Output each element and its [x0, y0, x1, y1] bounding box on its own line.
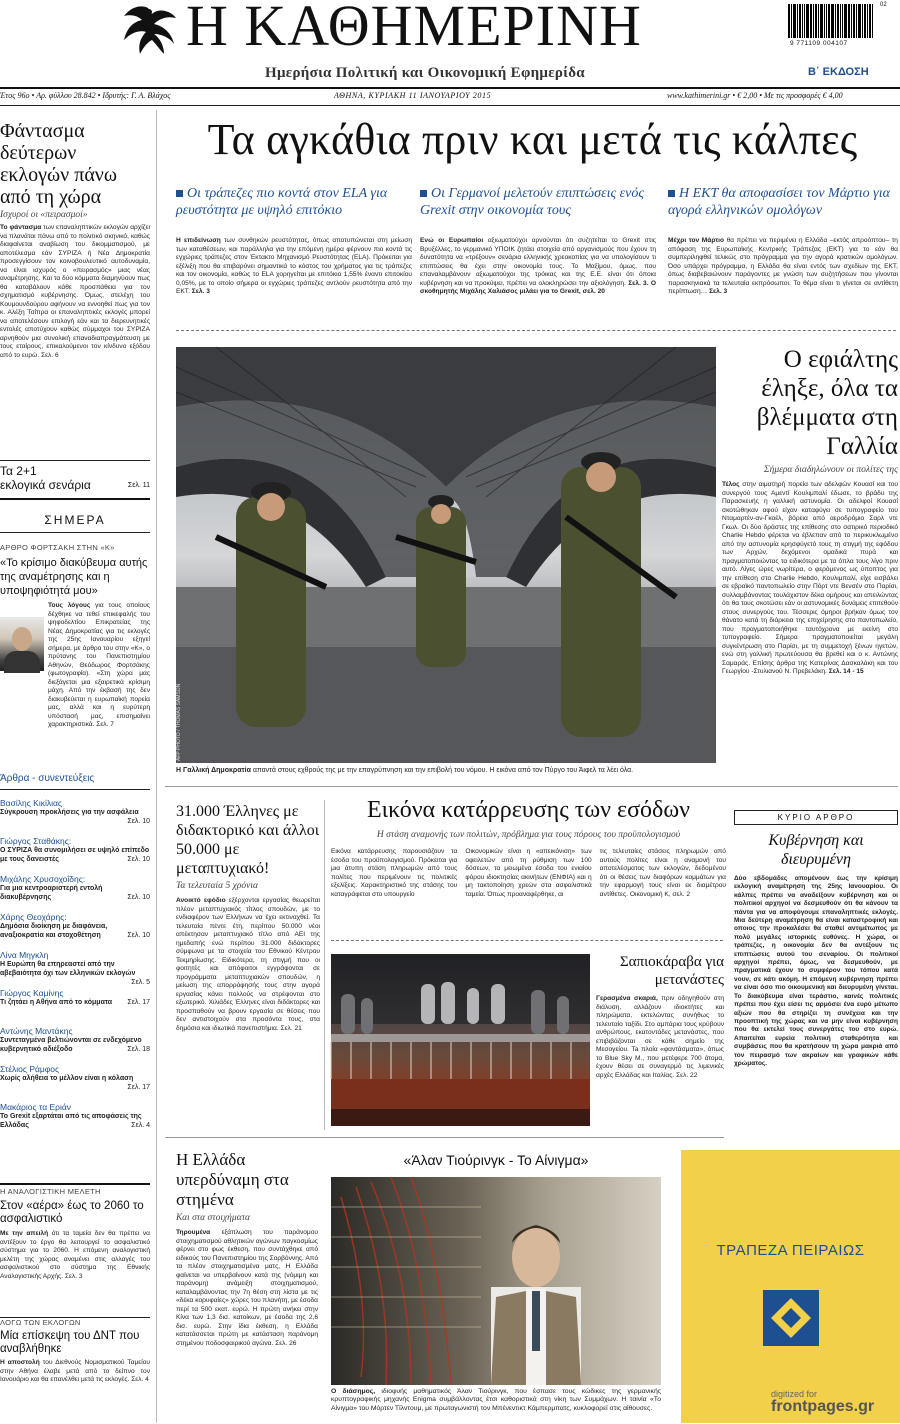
imf-title: Μία επίσκεψη του ΔΝΤ που αναβλήθηκε [0, 1330, 140, 1355]
imf-lead: Η αποστολή [0, 1359, 40, 1366]
bank-logo-icon [763, 1290, 819, 1346]
turing-caption-bold: Ο διάσημος, [331, 1388, 376, 1395]
deck-headline [420, 185, 656, 223]
barcode-issue: 02 [880, 2, 887, 8]
bullet-square-icon [176, 190, 183, 197]
fixing-sub: Και στα στοιχήματα [176, 1213, 251, 1223]
opinion-author: Στέλιος Ράμφος [0, 1064, 60, 1074]
deck-page: Σελ. 3 [191, 288, 210, 295]
scenarios-title: Τα 2+1 [0, 464, 37, 478]
opinion-item[interactable] [0, 1026, 150, 1058]
piraeus-bank-ad[interactable] [681, 1150, 900, 1423]
deck-headline-text: Οι τράπεζες πιο κοντά στον ELA για ρευστότητα με υψηλό επιτόκιο [176, 186, 388, 218]
opinion-title [0, 1112, 150, 1130]
article-title: «Το κρίσιμο διακύβευμα αυτής της αναμέτρησης και η υποψηφιότητά μου» [0, 557, 148, 597]
left-page: Σελ. 6 [41, 351, 59, 359]
france-story[interactable] [722, 345, 898, 766]
deck-text: αξιωματούχοι αρνούνται ότι συζητείται το Grexit στις Βρυξέλλες, το γερμανικό ΥΠΟΙΚ ζητάει στοιχεία από οργανισμούς που έχουν τη δυνατότητα να «τρέξουν» σενάρια ελληνικής χρεοκοπίας για να υπολογίσουν τι επιπτώσεις θα έχει στην οικονομία τους. Το Μαξίμου, όμως, που επαναλαμβάνουν αξιωματούχοι της τρόικας και της Ε.Ε. είναι ότι όποια κυβέρνηση και να προκύψει, πρέπει να ολοκληρώσει την αξιολόγηση. [420, 237, 656, 287]
left-lead: Το φάντασμα [0, 224, 42, 231]
today-label: ΣΗΜΕΡΑ [44, 513, 106, 527]
collapse-col2: Οικονομικών είναι η «απεικόνιση» των οφειλετών από τη ρύθμιση των 100 δόσεων, τα μειωμένα έσοδα του ενιαίου φόρου ιδιοκτησίας ακινήτων (ΕΝΦΙΑ) και η μη τακτοποίηση χρεών στα ασφαλιστικά ταμεία. Όπως προαναφέρθηκε, αι [465, 848, 592, 898]
opinion-title [0, 884, 150, 902]
opinion-item[interactable] [0, 1102, 150, 1134]
opinion-title-text: Σύγκρουση προκλήσεις για την ασφάλεια [0, 809, 139, 816]
masthead [0, 0, 900, 93]
article-text: για τους οποίους δέχθηκε να τεθεί επικεφαλής του ψηφοδελτίου Επικρατείας της Νέας Δημοκρατίας για τις εκλογές της 25ης Ιανουαρίου εξηγεί σήμερα, με άρθρο του στην «Κ», ο πρύτανης του Πανεπιστημίου Αθηνών, Θεόδωρος Φορτσάκης (φωτογραφία). «Στη χώρα μας διεξάγεται μια εξαιρετικά κρίσιμη μάχη. Από την έκβασή της δεν διακυβεύεται η ευρωπαϊκή πορεία μας, αλλά και η ευρύτερη υπόστασή μας, επισημαίνει χαρακτηριστικά. [48, 602, 150, 728]
collapse-col3 [600, 848, 726, 916]
deck-body [668, 237, 898, 319]
left-headline: Φάντασμα δεύτερων εκλογών πάνω από τη χώρα [0, 120, 118, 208]
study-label: Η ΑΝΑΛΟΓΙΣΤΙΚΗ ΜΕΛΕΤΗ [0, 1187, 101, 1196]
study-body [0, 1230, 150, 1290]
phd-sub: Τα τελευταία 5 χρόνια [176, 881, 258, 891]
study-page: Σελ. 3 [64, 1272, 83, 1280]
fixing-page: Σελ. 26 [275, 1339, 297, 1347]
deck-text: θα πρέπει να περιμένει η Ελλάδα –εκτός απροόπτου– τη απόφαση της Ευρωπαϊκής Κεντρικής Τράπεζας (ΕΚΤ) για το εάν θα συμπεριληφθεί τελικώς στο πρόγραμμα για την αγορά κρατικών ομολόγων. Όσο υπάρχει πρόγραμμα, η Ελλάδα θα είναι εντός των σχεδίων της ΕΚΤ, όπως διαβεβαιώνουν παράγοντες με γνώση των συζητήσεων που γίνονται παρασκηνιακά τα τελευταία εκπρόσωποι. Το θέμα είναι τι γίνεται σε αντίθετη περίπτωση… [668, 237, 898, 295]
opinion-author: Αντώνης Μαντάκης [0, 1026, 73, 1036]
editorial-body: Δύο εβδομάδες απομένουν έως την κρίσιμη εκλογική αναμέτρηση της 25ης Ιανουαρίου. Οι κάλπες πρέπει να αναδείξουν κυβέρνηση και οι πολιτικοί αρχηγοί να δεσμευθούν ότι θα κάνουν τα πάντα για να αποφύγουμε επαναληπτικές εκλογές. Μια δεύτερη αναμέτρηση θα είναι καταστροφική και οποιος την προκαλέσει θα σταθεί αντιμέτωπος με πολύ μεγάλες ιστορικές ευθύνες. Η χώρα, οι τράπεζες, η οικονομία δεν θα αντέξουν τις επιπτώσεις αυτού του σεναρίου. Οι πολιτικοί αρχηγοί πρέπει, όμως, να δεσμευθούν, με πραγματικά έχουν το συμφέρον του τόπου κατά νουν, σε κάτι ακόμη. Η επόμενη κυβέρνηση πρέπει να είναι όσο πιο οικουμενική και διευρυμένη γίνεται. Το διακύβευμα είναι τεράστιο, καινές πολιτικές πρέπει που έχει είσει τις αρμόσει ένα ευρύ μέτωπο αξιών που θα στηρίζει τη συνέχεια και την προοπτική της χώρας και να μην είναι κυβέρνηση που θα εκτελεί τους συνεργάτες του στο ευρώ. Απαιτείται ευρεία πολιτική σταθερότητα και συμβάσεις που θα κρατήσουν τη χώρα μακριά από τον πειρασμό των ακραίων και γραφικών κάθε χρώματος. [734, 875, 898, 1067]
opinion-author: Μιχάλης Χρυσοχοΐδης: [0, 874, 86, 884]
opinion-title-text: Χωρίς αλήθεια το μέλλον είναι η κόλαση [0, 1075, 134, 1082]
opinion-title [0, 922, 150, 940]
deck-headline [668, 185, 898, 223]
study-text: ότι τα ταμεία δεν θα πρέπει να αντέξουν το έργο θα λειτουργεί το ασφαλιστικό σύστημα για το 2060. Η επόμενη αναλογιστική μελέτη της χώρας αναμένει στις αλλαγές του ασφαλιστικού στο σύστημα της Εθνικής Αναλογιστικής Αρχής. [0, 1230, 150, 1280]
eiffel-tower-photo [176, 347, 716, 763]
france-sub: Σήμερα διαδηλώνουν οι πολίτες της [764, 465, 898, 475]
collapse-page: Οικονομική Κ, σελ. 2 [629, 890, 691, 898]
collapse-col3-text: τις τελευταίες στάσεις πληρωμών από αυτούς πολίτες είναι η αναμονή του αποτελέσματος των εκλογών, δεδομένου ότι οι θέσεις των διαφόρων κομμάτων για την εφαρμογή τους είναι εκ διαμέτρου αντίθετες. [599, 848, 726, 898]
opinion-item[interactable] [0, 874, 150, 906]
issue-info: Έτος 96ο • Αρ. φύλλου 28.842 • Ιδρυτής: Γ. Α. Βλάχος [0, 91, 171, 100]
france-lead: Τέλος [722, 481, 740, 488]
opinion-item[interactable] [0, 1064, 150, 1096]
opinion-page: Σελ. 10 [127, 932, 150, 939]
left-sub: Ισχυροί οι «πειρασμοί» [0, 210, 88, 220]
deck-page: Σελ. 3. Ο σκοθημητής Μιχάλης Χαλιάσος μιλάει για το Grexit, σελ. 20 [420, 279, 656, 295]
phd-body [176, 897, 320, 1105]
fortsakis-article[interactable] [0, 543, 150, 734]
fixing-body [176, 1229, 318, 1424]
migrant-boat-photo [331, 954, 590, 1126]
collapse-sub: Η στάση αναμονής των πολιτών, πρόβλημα για τους πόρους του προϋπολογισμού [376, 830, 681, 840]
editorial[interactable] [734, 810, 898, 1137]
editorial-label: ΚΥΡΙΟ ΑΡΘΡΟ [734, 810, 898, 825]
imf-body [0, 1359, 150, 1419]
opinions-section [0, 773, 150, 1134]
phoenix-logo [118, 2, 178, 58]
collapse-story[interactable] [331, 796, 726, 916]
masthead-title: Η ΚΑΘΗΜΕΡΙΝΗ [186, 0, 642, 58]
eiffel-caption [176, 767, 716, 776]
imf-text: του Διεθνούς Νομισματικού Ταμείου στην Αθήνα έλαβε μετά από το δείπνο τον Ιανουάριο και θα επανέλθει μετά τις εκλογές. [0, 1359, 150, 1383]
opinion-page: Σελ. 18 [127, 1046, 150, 1053]
deck-headline-text: Η ΕΚΤ θα αποφασίσει τον Μάρτιο για αγορά ελληνικών ομολόγων [668, 186, 890, 218]
phd-lead: Ανοικτό εφόδιο [176, 897, 226, 904]
turing-photo [331, 1177, 661, 1385]
opinion-author: Γιώργος Σταθάκης: [0, 836, 72, 846]
opinions-label: Άρθρα - συνεντεύξεις [0, 773, 95, 784]
fixing-lead: Τηρουμένα [176, 1229, 211, 1236]
bullet-square-icon [420, 190, 427, 197]
boat-headline: Σαπιοκάραβα για μετανάστες [619, 954, 724, 988]
phd-headline: 31.000 Έλληνες με διδακτορικό και άλλοι 50.000 με μεταπτυχιακό! [176, 803, 320, 877]
phd-story[interactable] [176, 802, 320, 1105]
left-text: των επαναληπτικών εκλογών αρχίζει να πλανάται πάνω από το πολιτικό σκηνικό, καθώς διαφαίνεται αναβίωση του δικομματισμού, με αποτέλεσμα εάν ΣΥΡΙΖΑ ή Νέα Δημοκρατία προσεγγίσουν τον κοινοβουλευτικό αυτοδυναμία, να είναι ισχυρός ο «πειρασμός» μιας νέας αναμέτρησης. Και τα δύο κόμματα διαμηνύουν πως θα καταβάλουν κάθε προσπάθεια για τον σχηματισμό κυβέρνησης. Όμως, στελέχη του Κουμουνδούρου αφήνουν να εννοηθεί πως για τον κ. Αλέξη Τσίπρα οι επαναληπτικές εκλογές μπορεί να αποτελέσουν επιλογή εάν και τα διερευνητικές εντολές αποτύχουν καθώς σύμμαχοι του ΣΥΡΙΖΑ αρνηθούν μια συνολική επαναδιαπραγμάτευση με τους εταίρους, επικαλούμενοι τον κίνδυνο εξόδου από το ευρώ. [0, 224, 150, 359]
deck-page: Σελ. 3 [709, 288, 728, 295]
france-body [722, 481, 898, 766]
deck-story[interactable] [420, 185, 656, 319]
imf-article[interactable] [0, 1318, 150, 1419]
study-lead: Με την απειλή [0, 1230, 49, 1237]
edition-label: Β΄ ΕΚΔΟΣΗ [808, 66, 869, 78]
opinion-title-text: Ο ΣΥΡΙΖΑ θα συνομιλήσει σε υψηλό επίπεδο με τους δανειστές [0, 847, 150, 863]
opinion-author: Λίνα Μηγκλη [0, 950, 49, 960]
scenarios-teaser[interactable] [0, 464, 150, 492]
opinion-title-text: Τι ζητάει η Αθήνα από το κόμματα [0, 999, 113, 1006]
price-info: www.kathimerini.gr • € 2,00 • Με τις προσφορές € 4,00 [667, 91, 843, 100]
opinion-page: Σελ. 5 [131, 979, 150, 986]
deck-lead: Μέχρι τον Μάρτιο [668, 237, 725, 244]
deck-story[interactable] [176, 185, 412, 319]
opinion-item[interactable] [0, 798, 150, 830]
opinion-page: Σελ. 4 [131, 1122, 150, 1129]
bank-name: ΤΡΑΠΕΖΑ ΠΕΙΡΑΙΩΣ [716, 1242, 865, 1259]
deck-body [420, 237, 656, 319]
imf-label: ΛΟΓΩ ΤΩΝ ΕΚΛΟΓΩΝ [0, 1318, 81, 1327]
france-text: στην αιματηρή πορεία των αδελφών Κουασί και του συνεργού τους Αμεντί Κουλιμπαλί έδωσε, το βράδυ της Παρασκευής η γαλλική αστυνομία. Οι αδελφοί Κουασί σκοτώθηκαν αφού είχαν καταφύγει σε τυπογραφείο του Νταμαρτέν-αν-Γκοέλ, βόρεια από αεροδρόμιο Σαρλ ντε Γκωλ. Οι δύο δράστες της επίθεσης στο σατιρικό περιοδικό Charlie Hebdo φέρεται να έβλεπαν από το περικυκλωμένο από την αστυνομία κρησφύγετό τους τη στιγμή της εφόδου των Αρχών, δεχόμενοι ομαδικά πυρά και πραγματοποιώντας τα ειδικότερα με τα όπλα τους λίγο πριν αυτό. Λίγες ώρες νωρίτερα, ο φερόμενος ως ύποπτος για την επίθεση στο Charlie Hebdo, Κουλιμπαλί, είχε εισβάλει σε εβραϊκό παντοπωλείο στην Πόρτ ντε Βενσέν στο Παρίσι, συλλαμβάνοντας τουλάχιστον δέκα ομήρους και απειλώντας ότι θα τους σκοτώσει εάν οι αστυνομικές δυνάμεις επιτεθούν στους συνεργούς του. Τέσσερις όμηροι βρήκαν όμως τον θάνατο κατά τη διάρκεια της επιχείρησης στο παντοπωλείο, που πραγματοποιήθηκε ταυτόχρονα με εκείνη στο τυπογραφείο. Σήμερα πραγματοποιείται μεγάλη συγκέντρωση στο Παρίσι, με τη συμμετοχή ξένων ηγετών, ενώ στη γαλλική πρωτεύουσα θα βρεθεί και ο κ. Αντώνης Σαμαράς. Επίσης άρθρα της Κατερίνας Δασκαλάκη και του Γεωργίου -Στυλιανού Ν. Πρεβελάκη. [722, 481, 898, 675]
turing-caption [331, 1388, 661, 1422]
watermark-line1: digitized for [771, 1389, 818, 1399]
article-lead: Τους λόγους [48, 602, 91, 609]
boat-lead: Γερασμένα σκαριά, [596, 995, 658, 1002]
eiffel-caption-text: απαντά στους εχθρούς της με την επαγρύπνηση και την επιβολή του νόμου. Η εικόνα από τον Πύργο του Άιφελ τα λέει όλα. [252, 767, 634, 774]
phd-text: εξέρχονται εργασίας θεωρείται πλέον μεταπτυχιακός τίτλος σπουδών, με το ενδιαφέρον των Ελλήνων να έχει εκτιναχθεί. Τα τελευταία πέντε έτη, περίπου 50.000 νέοι απέκτησαν μεταπτυχιακό τίτλο από ΑΕΙ της ημεδαπής ενώ περίπου 31.000 διδάκτορες σύμφωνα με τα στοιχεία του Εθνικού Κέντρου Τεκμηρίωσης. Ειδικότερα, τη στιγμή που οι φοιτητές και απόφοιτοι εγγράφονται σε προγράμματα μεταπτυχιακών σπουδών, η μείωση της απορρόφησής τους στην αγορά εργασίας κάνει πολλούς να στρέφονται στο εξωτερικό. Χιλιάδες Έλληνες είναι διδάκτορες και προσπαθούν να βρουν εργασία σε θέσεις που δεν αντιστοιχούν στα προσόντα τους, στα δημόσια και ιδιωτικά πανεπιστήμια. [176, 897, 320, 1032]
bullet-square-icon [668, 190, 675, 197]
opinion-author: Βασίλης Κικίλιας [0, 798, 62, 808]
deck-headline-text: Οι Γερμανοί μελετούν επιπτώσεις ενός Grexit στην οικονομία τους [420, 186, 645, 218]
opinion-title-text: Η Ευρώπη θα επηρεαστεί από την αβεβαιότητα όχι των ελληνικών εκλογών [0, 961, 136, 977]
opinion-title-text: Για μια κεντροαριστερή εντολή διακυβέρνησης [0, 885, 103, 901]
opinion-item[interactable] [0, 950, 150, 986]
scenarios-sub: εκλογικά σενάρια [0, 478, 91, 492]
opinion-item[interactable] [0, 912, 150, 944]
opinion-title [0, 846, 150, 864]
turing-caption-text: ιδιοφυής μαθηματικός Άλαν Τιούρινγκ, που έσπασε τους κώδικες της γερμανικής κρυπτογραφικής μηχανής Enigma συμβάλλοντας έτσι καθοριστικά στη νίκη των Συμμάχων. Η ταινία «Το Αίνιγμα» του Μόρτεν Τίλντουμ, με πρωταγωνιστή τον Μπένεντικτ Κάμπερμπατς, κυκλοφορεί στις αίθουσες. [331, 1388, 661, 1412]
barcode [788, 4, 888, 38]
opinion-author: Μακάριος τα Εριάν [0, 1102, 72, 1112]
deck-body [176, 237, 412, 319]
deck-headline [176, 185, 412, 223]
study-title: Στον «αέρα» έως το 2060 το ασφαλιστικό [0, 1200, 144, 1225]
article-label: ΑΡΘΡΟ ΦΟΡΤΣΑΚΗ ΣΤΗΝ «Κ» [0, 543, 115, 552]
photo-credit: AFP PHOTO / THOMAS SAMSON [176, 683, 182, 761]
opinion-title [0, 998, 150, 1007]
collapse-headline: Εικόνα κατάρρευσης των εσόδων [367, 797, 690, 823]
opinion-title [0, 808, 150, 825]
opinion-page: Σελ. 17 [127, 1084, 150, 1091]
study-article[interactable] [0, 1187, 150, 1290]
opinion-author: Γιώργος Καμίνης [0, 988, 64, 998]
scenarios-page: Σελ. 11 [127, 482, 150, 489]
opinion-author: Χάρης Θεοχάρης: [0, 912, 67, 922]
barcode-number: 9 771109 004107 [790, 40, 848, 47]
turing-headline[interactable]: «Άλαν Τιούρινγκ - Το Αίνιγμα» [403, 1152, 589, 1168]
deck-text: των συνθηκών ρευστότητας, όπως αποτυπώνεται στη μείωση των καταθέσεων, και παράλληλα για την επόμενη ημέρα φέρνουν πιο κοντά τις εγχώριες τράπεζες στον Έκτακτο Μηχανισμό Ρευστότητας (ELA). Πρόκειται για εξέλιξη που θα επιβαρύνει σημαντικά το κόστος του χρήματος για τις τράπεζες και τον οικονομία, καθώς το ELA χορηγείται με επιτόκιο 1,55% έναντι επιτοκίου 0,05%, με το οποίο σήμερα οι εγχώριες τράπεζες αντλούν ρευστότητα από την ΕΚΤ. [176, 237, 412, 295]
article-body [48, 602, 150, 734]
opinion-page: Σελ. 10 [127, 856, 150, 863]
article-page: Σελ. 7 [96, 721, 114, 728]
imf-page: Σελ. 4 [131, 1376, 149, 1383]
france-headline: Ο εφιάλτης έληξε, όλα τα βλέμματα στη Γαλλία [756, 346, 898, 460]
opinion-title-text: Δημόσια διοίκηση με διαφάνεια, αναξιοκρατία και στοχοθέτηση [0, 923, 108, 939]
boat-story[interactable] [596, 953, 724, 1135]
deck-lead: Ενώ οι Ευρωπαίοι [420, 237, 484, 244]
opinion-title [0, 960, 150, 986]
opinion-page: Σελ. 10 [127, 818, 150, 825]
deck-story[interactable] [668, 185, 898, 319]
boat-body [596, 995, 724, 1135]
fixing-story[interactable] [176, 1150, 318, 1424]
left-column [0, 110, 150, 429]
boat-text: πριν οδηγηθούν στη διάλυση, αλλάζουν ιδιοκτήτες και πληρώματα, εκτελώντας συνήθως το τελευταίο ταξίδι. Στο αμπάρια τους κρύβουν ανθρώπους, εκατοντάδες μετανάστες, που επιβιβάζονται σε κάθε σημείο της Μεσογείου. Ta πλοία «φαντάσματα», όπως το Blue Sky M., που μετέφερε 700 άτομα, έχουν θέσει σε συναγερμό τις λιμενικές αρχές Ελλάδας και Ιταλίας. [596, 995, 724, 1079]
opinion-title [0, 1074, 150, 1091]
eiffel-caption-bold: Η Γαλλική Δημοκρατία [176, 767, 251, 774]
opinion-item[interactable] [0, 836, 150, 868]
boat-page: Σελ. 22 [676, 1071, 698, 1079]
opinion-title [0, 1036, 150, 1054]
fixing-headline: Η Ελλάδα υπερδύναμη στα στημένα [176, 1150, 289, 1209]
phd-page: Σελ. 21 [280, 1024, 302, 1032]
france-page: Σελ. 14 - 15 [828, 668, 864, 675]
info-bar [0, 91, 900, 103]
opinion-title-text: Συντεταγμένα βελτιώνονται σε ενδεχόμενο κυβερνητικό αδιέξοδο [0, 1037, 142, 1053]
opinion-title-text: Το Grexit εξαρτάται από τις αποφάσεις της Ελλάδας [0, 1113, 142, 1129]
editorial-title: Κυβέρνηση και διευρυμένη [768, 832, 864, 868]
watermark-line2: frontpages.gr [771, 1398, 875, 1415]
issue-date: ΑΘΗΝΑ, ΚΥΡΙΑΚΗ 11 ΙΑΝΟΥΑΡΙΟΥ 2015 [334, 91, 492, 100]
deck-lead: Η επιδείνωση [176, 237, 221, 244]
fortsakis-photo [0, 617, 44, 671]
fixing-text: εξάπλωση του παράνομου στοιχηματισμού αθλητικών αγώνων παγκοσμίως φέρνει στο φως έκθεση, που συντάχθηκε από ειδικούς του Πανεπιστημίου της Σορβόννης. Από τα πλέον στοιχηματισμένα ματς, Η Ελλάδα φαίνεται να υπερβαίνουν κατά της (νόμιμη και παράνομη) ανάμειξη στοιχηματισμού, καταλαμβάνοντας την 7η θέση στη λίστα με τις «δέκα κορυφαίες» χώρες του πλανήτη, με έσοδα περί τα 500 εκατ. ευρώ. Η πρώτη ανήκει στην Κίνα των 1,3 δισ. κατοίκων, με έσοδα της 2,6 δισ. ευρώ. Στην ίδια έκθεση, η Ελλάδα κατατάσσεται πρώτη με κατάσταση παράνομη στημένου ποδοσφαιρικού αγώνα. [176, 1229, 318, 1347]
opinion-page: Σελ. 17 [127, 999, 150, 1006]
left-body [0, 224, 150, 429]
collapse-col1: Εικόνα κατάρρευσης παρουσιάζουν τα έσοδα του προϋπολογισμού. Πρόκειται για μια άτυπη στάση πληρωμών από τους πολίτες που περιμένουν τις πολιτικές εξελίξεις. Χαρακτηριστικό της στάσης του καταγράφεται στο υπουργείο [331, 848, 458, 898]
opinion-page: Σελ. 10 [127, 894, 150, 901]
main-headline[interactable]: Τα αγκάθια πριν και μετά τις κάλπες [207, 115, 858, 164]
masthead-subtitle: Ημερήσια Πολιτική και Οικονομική Εφημερίδα [265, 65, 585, 81]
opinion-item[interactable] [0, 988, 150, 1020]
